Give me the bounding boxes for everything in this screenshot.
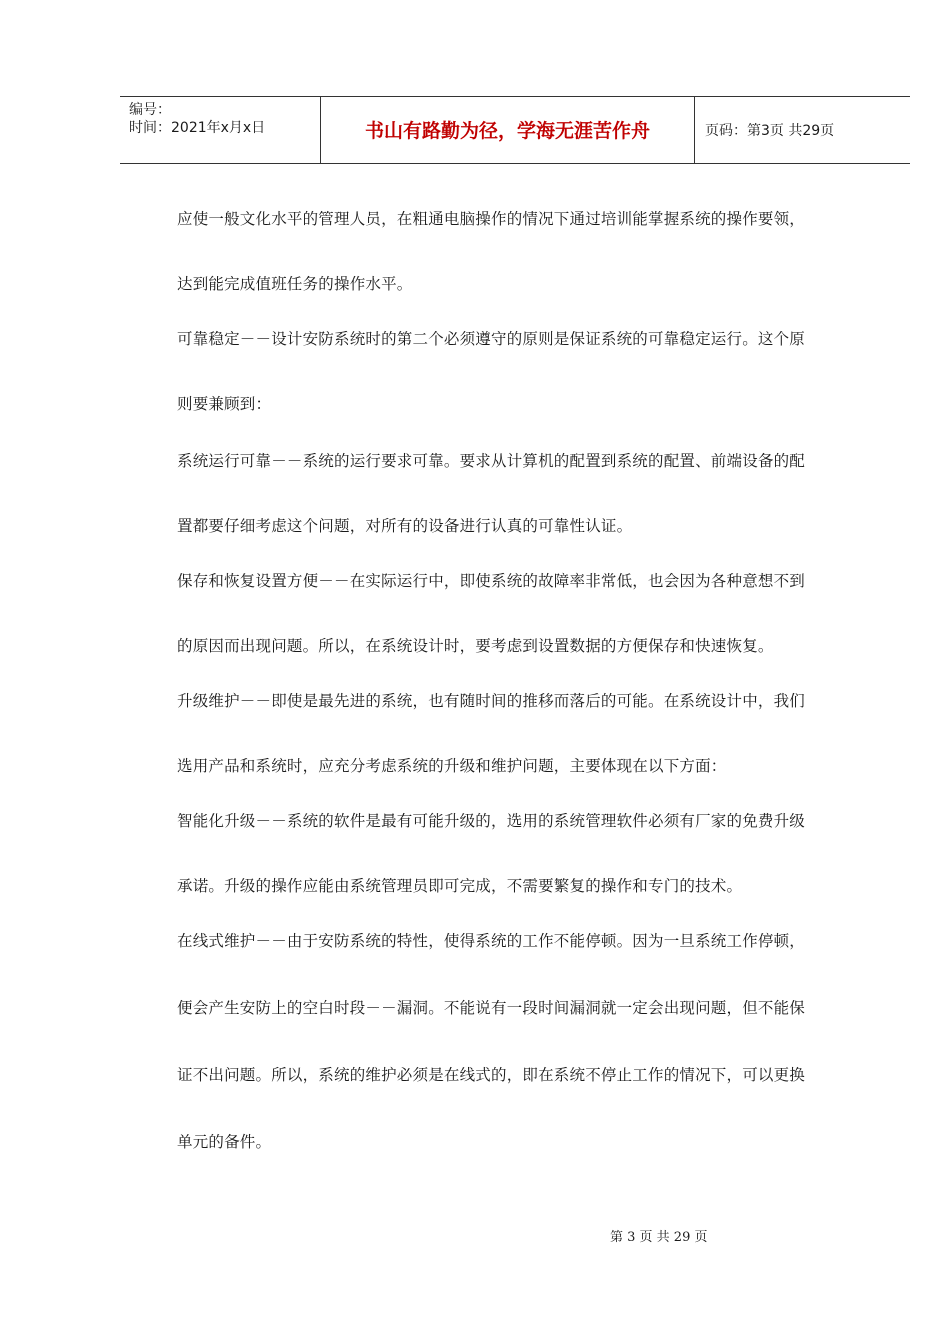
body-line: 系统运行可靠－－系统的运行要求可靠。要求从计算机的配置到系统的配置、前端设备的配	[177, 452, 806, 470]
body-line: 则要兼顾到：	[177, 395, 272, 413]
body-line: 便会产生安防上的空白时段－－漏洞。不能说有一段时间漏洞就一定会出现问题，但不能保	[177, 999, 806, 1017]
document-time-label: 时间：2021年x月x日	[129, 120, 266, 136]
header-meta-cell	[120, 97, 321, 163]
header-page-info: 页码：第3页 共29页	[705, 123, 835, 139]
body-line: 置都要仔细考虑这个问题，对所有的设备进行认真的可靠性认证。	[177, 517, 633, 535]
body-line: 承诺。升级的操作应能由系统管理员即可完成，不需要繁复的操作和专门的技术。	[177, 877, 743, 895]
header-motto-cell	[321, 97, 695, 163]
body-line: 的原因而出现问题。所以，在系统设计时，要考虑到设置数据的方便保存和快速恢复。	[177, 637, 774, 655]
body-line: 升级维护－－即使是最先进的系统，也有随时间的推移而落后的可能。在系统设计中，我们	[177, 692, 806, 710]
body-line: 在线式维护－－由于安防系统的特性，使得系统的工作不能停顿。因为一旦系统工作停顿，	[177, 932, 806, 950]
body-line: 可靠稳定－－设计安防系统时的第二个必须遵守的原则是保证系统的可靠稳定运行。这个原	[177, 330, 806, 348]
body-line: 智能化升级－－系统的软件是最有可能升级的，选用的系统管理软件必须有厂家的免费升级	[177, 812, 806, 830]
header-motto: 书山有路勤为径，学海无涯苦作舟	[364, 120, 650, 142]
body-line: 保存和恢复设置方便－－在实际运行中，即使系统的故障率非常低，也会因为各种意想不到	[177, 572, 806, 590]
body-line: 达到能完成值班任务的操作水平。	[177, 275, 413, 293]
body-line: 选用产品和系统时，应充分考虑系统的升级和维护问题，主要体现在以下方面：	[177, 757, 727, 775]
body-line: 应使一般文化水平的管理人员，在粗通电脑操作的情况下通过培训能掌握系统的操作要领，	[177, 210, 806, 228]
document-header	[120, 96, 910, 164]
header-page-cell	[695, 97, 910, 163]
body-line: 单元的备件。	[177, 1133, 272, 1151]
body-line: 证不出问题。所以，系统的维护必须是在线式的，即在系统不停止工作的情况下，可以更换	[177, 1066, 806, 1084]
footer-page-number: 第 3 页 共 29 页	[610, 1230, 708, 1245]
document-code-label: 编号：	[129, 102, 171, 118]
